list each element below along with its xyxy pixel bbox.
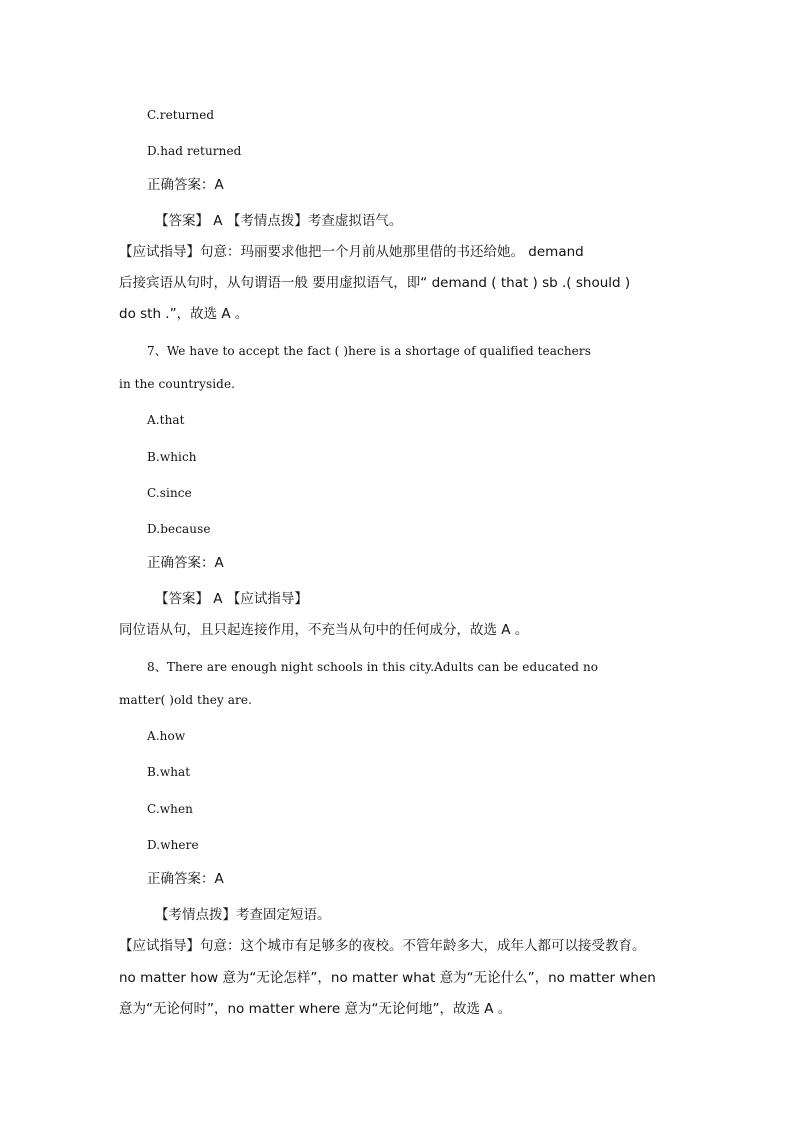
question-7-line1: 7、We have to accept the fact ( )here is a shortage of qualified teachers [147, 344, 591, 358]
correct-answer-q8: 正确答案：A [147, 871, 224, 887]
option-c-q7: C.since [147, 486, 192, 500]
guidance-q6-line2: 后接宾语从句时，从句谓语一般 要用虚拟语气，即“ demand ( that ) sb .( should ) [119, 275, 631, 291]
answer-note-q6: 【答案】 A 【考情点拨】考查虚拟语气。 [155, 213, 403, 229]
option-b-q8: B.what [147, 765, 191, 779]
guidance-q8-line1: 【应试指导】句意：这个城市有足够多的夜校。不管年龄多大，成年人都可以接受教育。 [119, 938, 646, 954]
option-c-q8: C.when [147, 802, 193, 816]
guidance-q8-line2: no matter how 意为“无论怎样”，no matter what 意为“无论什么”，no matter when [119, 970, 656, 986]
option-b-q7: B.which [147, 450, 197, 464]
option-d-q7: D.because [147, 522, 211, 536]
correct-answer-q6: 正确答案：A [147, 177, 224, 193]
answer-note-q8: 【考情点拨】考查固定短语。 [155, 907, 331, 923]
guidance-q6-line3: do sth .”，故选 A 。 [119, 306, 249, 322]
guidance-q8-line3: 意为“无论何时”，no matter where 意为“无论何地”，故选 A 。 [119, 1001, 512, 1017]
correct-answer-q7: 正确答案：A [147, 555, 224, 571]
option-a-q7: A.that [147, 413, 185, 427]
guidance-q7: 同位语从句，且只起连接作用，不充当从句中的任何成分，故选 A 。 [119, 622, 529, 638]
guidance-q6-line1: 【应试指导】句意：玛丽要求他把一个月前从她那里借的书还给她。 demand [119, 244, 584, 260]
answer-note-q7: 【答案】 A 【应试指导】 [155, 591, 308, 607]
question-7-line2: in the countryside. [119, 377, 236, 391]
question-8-line2: matter( )old they are. [119, 693, 253, 707]
option-a-q8: A.how [147, 729, 186, 743]
option-d-q8: D.where [147, 838, 199, 852]
option-c-q6: C.returned [147, 108, 215, 122]
question-8-line1: 8、There are enough night schools in this city.Adults can be educated no [147, 660, 599, 674]
option-d-q6: D.had returned [147, 144, 242, 158]
